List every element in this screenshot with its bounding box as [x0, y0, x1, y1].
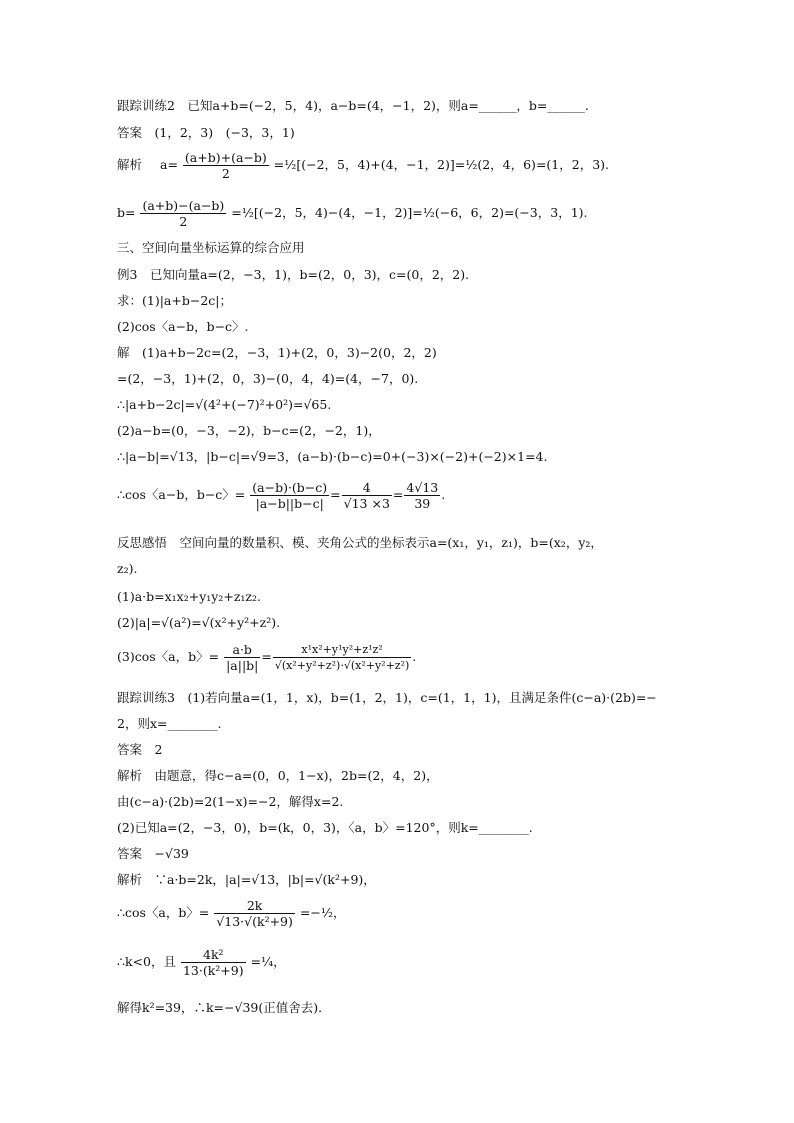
exercise-3-cosine-rhs: =−½， — [299, 905, 346, 920]
reflection-formula-3: (3)cos〈a，b〉= $\frac{a\cdot b}{|a||b|}$ = $\frac{\text{x¹x²+y¹y²+z¹z²}}{\text{√(x²+y²+z²)·√(x²+y²+z²)}}$ . — [117, 642, 417, 673]
example-3-task-2: (2)cos〈a−b，b−c〉. — [117, 319, 249, 334]
solution-step-5: ∴|a−b|=√13，|b−c|=√9=3，(a−b)·(b−c)=0+(−3)×(−2)+(−2)×1=4. — [117, 449, 548, 464]
exercise-3-analysis-1: 解析 由题意，得c−a=(0，0，1−x)，2b=(2，4，2)， — [117, 768, 439, 783]
exercise-3-question-cont: 2，则x=________. — [117, 716, 222, 731]
exercise-3-condition — [117, 947, 286, 978]
exercise-3-analysis-1-cont: 由(c−a)·(2b)=2(1−x)=−2，解得x=2. — [117, 794, 344, 809]
cosine-lhs: ∴cos〈a−b，b−c〉= — [117, 487, 246, 502]
exercise-2-question: 跟踪训练2 已知a+b=(−2，5，4)，a−b=(4，−1，2)，则a=______，b=______. — [117, 98, 589, 113]
formula-b-rest: =½[(−2，5，4)−(4，−1，2)]=½(−6，6，2)=(−3，3，1). — [231, 205, 588, 220]
fraction-a — [183, 150, 269, 181]
solution-step-4: (2)a−b=(0，−3，−2)，b−c=(2，−2，1)， — [117, 423, 381, 438]
solution-step-2: =(2，−3，1)+(2，0，3)−(0，4，4)=(4，−7，0). — [117, 371, 419, 386]
exercise-3-question: 跟踪训练3 (1)若向量a=(1，1，x)，b=(1，2，1)，c=(1，1，1)，且满足条件(c−a)·(2b)=− — [117, 690, 657, 705]
formula-b-lhs: b= — [117, 205, 136, 220]
solution-step-3: ∴|a+b−2c|=√(4²+(−7)²+0²)=√65. — [117, 397, 332, 412]
exercise-3-cosine-numerator: 2k — [214, 898, 295, 914]
fraction-b-denominator: 2 — [179, 214, 188, 229]
reflection-paragraph-cont: z₂). — [117, 561, 138, 576]
solution-cosine: ∴cos〈a−b，b−c〉= $\frac{(a-b)\cdot(b-c)}{|a-b||b-c|}$ = $\frac{4}{√13 \times 3}$ = $\frac{4√13}{39}$ . — [117, 480, 446, 511]
exercise-3-cosine-denominator: √13·√(k²+9) — [216, 914, 293, 929]
exercise-3-conclusion: 解得k²=39，∴k=−√39(正值舍去). — [117, 1000, 323, 1015]
reflection-formula-2: (2)|a|=√(a²)=√(x²+y²+z²). — [117, 615, 281, 630]
exercise-3-question-2: (2)已知a=(2，−3，0)，b=(k，0，3)，〈a，b〉=120°，则k=________. — [117, 820, 533, 835]
cosine-fraction-2-denominator: √13 ×3 — [343, 496, 390, 511]
reflection-paragraph: 反思感悟 空间向量的数量积、模、夹角公式的坐标表示a=(x₁，y₁，z₁)，b=(x₂，y₂， — [117, 535, 603, 550]
exercise-2-analysis-a — [117, 150, 609, 181]
formula-3-fraction-1-denominator: |a||b| — [226, 658, 259, 673]
formula-a-lhs: a= — [160, 157, 178, 172]
exercise-3-cosine-lhs: ∴cos〈a，b〉= — [117, 905, 210, 920]
fraction-b — [140, 198, 226, 229]
exercise-3-analysis-2: 解析 ∵a·b=2k，|a|=√13，|b|=√(k²+9)， — [117, 872, 376, 887]
formula-3-lhs: (3)cos〈a，b〉= — [117, 649, 220, 664]
fraction-b-numerator: (a+b)−(a−b) — [142, 198, 225, 213]
analysis-label: 解析 — [117, 157, 143, 172]
reflection-formula-1: (1)a·b=x₁x₂+y₁y₂+z₁z₂. — [117, 589, 261, 604]
formula-3-fraction-2 — [273, 642, 411, 673]
exercise-3-condition-lhs: ∴k<0，且 — [117, 954, 176, 969]
exercise-3-condition-denominator: 13·(k²+9) — [182, 963, 244, 978]
cosine-fraction-2-numerator: 4 — [342, 480, 392, 496]
fraction-a-numerator: (a+b)+(a−b) — [184, 150, 267, 165]
exercise-3-cosine-fraction — [214, 898, 295, 929]
cosine-fraction-2 — [342, 480, 392, 511]
formula-3-fraction-1 — [224, 642, 260, 673]
cosine-fraction-3-numerator: 4√13 — [406, 480, 439, 495]
fraction-a-denominator: 2 — [221, 166, 230, 181]
exercise-3-condition-numerator: 4k² — [181, 947, 246, 963]
formula-3-fraction-1-numerator: a·b — [224, 642, 260, 658]
exercise-2-answer: 答案 (1，2，3) (−3，3，1) — [117, 125, 295, 140]
example-3-statement: 例3 已知向量a=(2，−3，1)，b=(2，0，3)，c=(0，2，2). — [117, 267, 470, 282]
exercise-3-condition-fraction — [181, 947, 246, 978]
formula-a-rest: =½[(−2，5，4)+(4，−1，2)]=½(2，4，6)=(1，2，3). — [273, 157, 609, 172]
section-heading: 三、空间向量坐标运算的综合应用 — [117, 240, 305, 255]
exercise-3-answer-1: 答案 2 — [117, 742, 163, 757]
cosine-fraction-1 — [250, 480, 329, 511]
formula-3-fraction-2-numerator: x¹x²+y¹y²+z¹z² — [273, 642, 411, 658]
exercise-2-analysis-b — [117, 198, 588, 229]
cosine-fraction-1-denominator: |a−b||b−c| — [255, 496, 324, 511]
exercise-3-cosine — [117, 898, 345, 929]
exercise-3-answer-2: 答案 −√39 — [117, 846, 189, 861]
cosine-fraction-1-numerator: (a−b)·(b−c) — [252, 480, 328, 495]
exercise-3-condition-rhs: =¼， — [250, 954, 286, 969]
cosine-fraction-3 — [404, 480, 440, 511]
example-3-task-1: 求：(1)|a+b−2c|； — [117, 293, 232, 308]
solution-step-1: 解 (1)a+b−2c=(2，−3，1)+(2，0，3)−2(0，2，2) — [117, 345, 437, 360]
formula-3-fraction-2-denominator: √(x²+y²+z²)·√(x²+y²+z²) — [274, 659, 410, 672]
cosine-fraction-3-denominator: 39 — [414, 496, 431, 511]
